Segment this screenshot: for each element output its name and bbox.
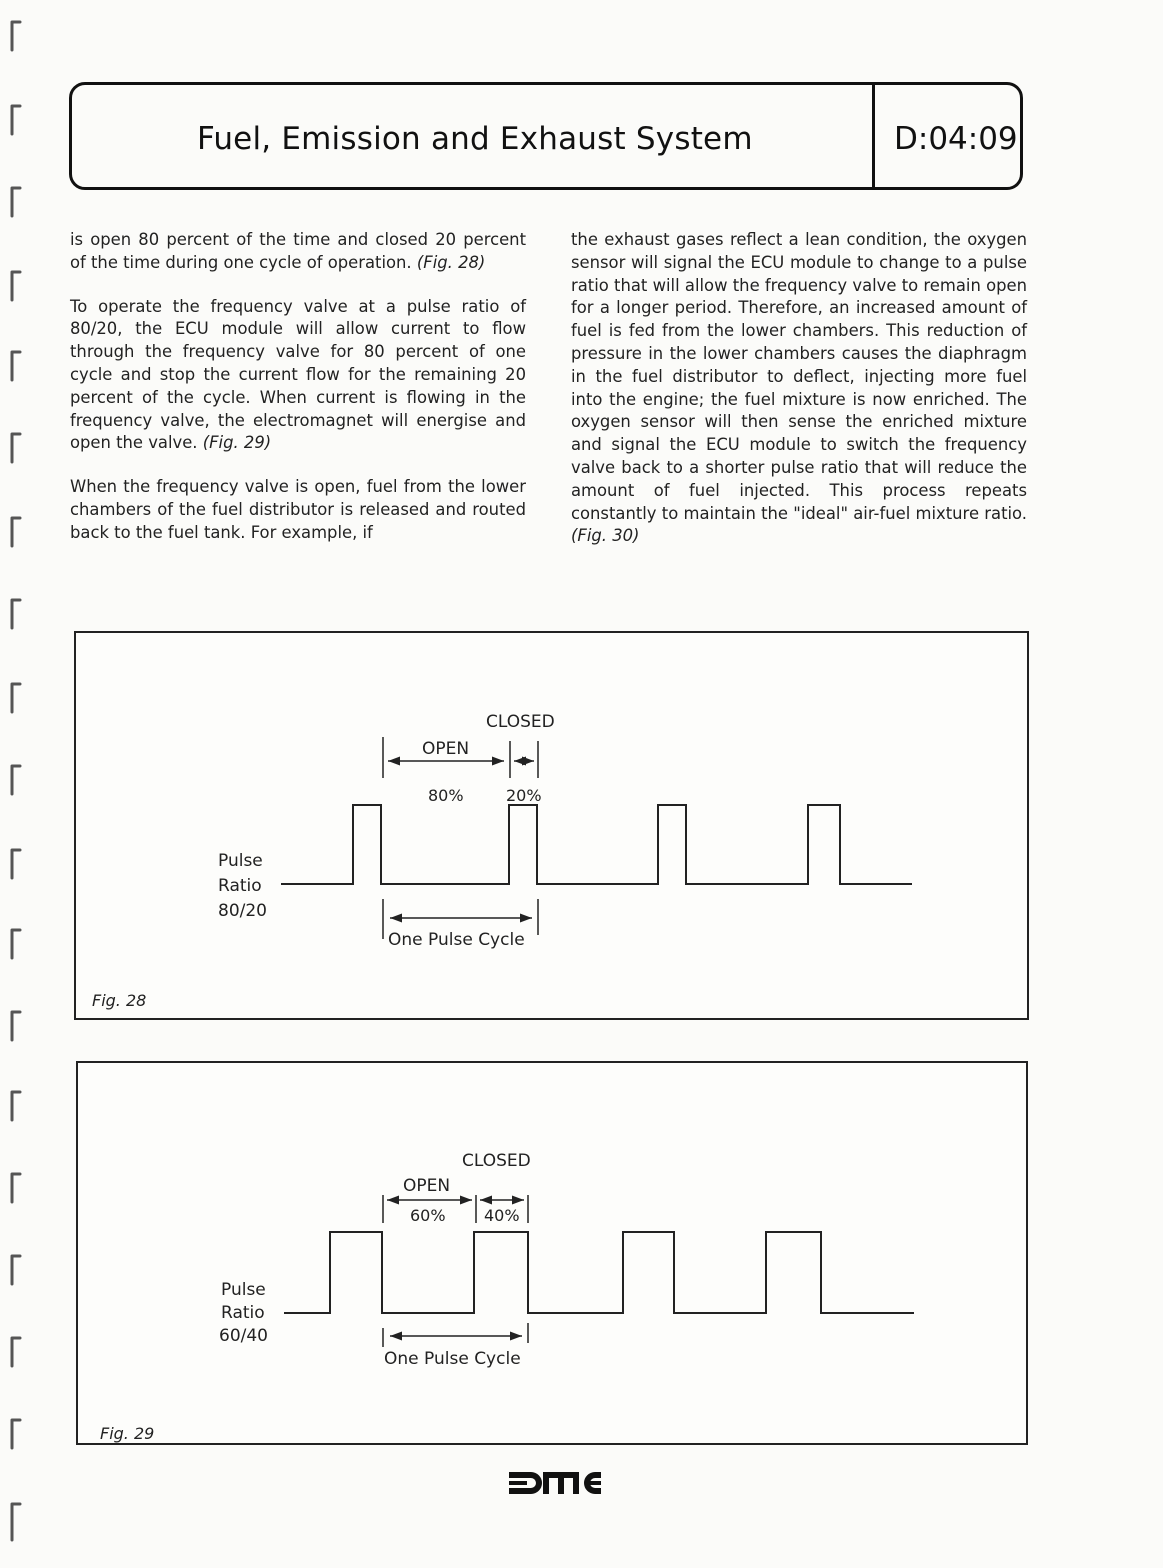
open-percent: 80% (428, 786, 464, 805)
paragraph: is open 80 percent of the time and closed 20 percent of the time during one cycle of operation. (Fig. 28) (70, 230, 526, 272)
axis-label-ratio: Ratio (221, 1303, 265, 1323)
page-code: D:04:09 (894, 121, 1018, 157)
cycle-label: One Pulse Cycle (388, 930, 525, 950)
body-column-right (571, 229, 1027, 569)
section-title: Fuel, Emission and Exhaust System (197, 121, 753, 157)
figure-28 (74, 631, 1029, 1020)
cycle-bracket (383, 1323, 528, 1347)
header-divider (872, 85, 875, 187)
dmc-logo (509, 1472, 601, 1494)
axis-label-pulse: Pulse (221, 1280, 266, 1300)
body-column-left (70, 229, 526, 566)
paragraph: When the frequency valve is open, fuel from the lower chambers of the fuel distributor is released and routed back to the fuel tank. For example, if (70, 477, 526, 542)
paragraph: the exhaust gases reflect a lean condition, the oxygen sensor will signal the ECU module to change to a pulse ratio that will allow the frequency valve to remain open for a longer period. Therefore, an increased amount of fuel is fed from the lower chambers. This reduction of pressure in the lower chambers causes the diaphragm in the fuel distributor to deflect, injecting more fuel into the engine; the fuel mixture is now enriched. The oxygen sensor will then sense the enriched mixture and signal the ECU module to switch the frequency valve back to a shorter pulse ratio that will reduce the amount of fuel injected. This process repeats constantly to maintain the "ideal" air-fuel mixture ratio. (Fig. 30) (571, 230, 1027, 546)
open-percent: 60% (410, 1206, 446, 1225)
open-label: OPEN (403, 1176, 451, 1196)
closed-percent: 20% (506, 786, 542, 805)
closed-label: CLOSED (462, 1151, 531, 1171)
pulse-waveform (284, 1232, 914, 1313)
figure-reference: (Fig. 29) (202, 433, 272, 453)
axis-label-value: 80/20 (218, 901, 267, 921)
page-header (69, 82, 1023, 190)
binding-marks (0, 0, 40, 1568)
pulse-ratio-diagram-80-20 (76, 633, 1031, 1022)
figure-29 (76, 1061, 1028, 1445)
axis-label-ratio: Ratio (218, 876, 262, 896)
figure-reference: (Fig. 30) (571, 526, 640, 546)
pulse-waveform (281, 805, 912, 884)
cycle-label: One Pulse Cycle (384, 1349, 521, 1369)
open-label: OPEN (422, 739, 470, 759)
closed-label: CLOSED (486, 712, 555, 732)
axis-label-pulse: Pulse (218, 851, 263, 871)
figure-reference: (Fig. 28) (416, 252, 486, 272)
axis-label-value: 60/40 (219, 1326, 268, 1346)
figure-label: Fig. 28 (92, 991, 147, 1010)
closed-percent: 40% (484, 1206, 520, 1225)
paragraph: To operate the frequency valve at a pulse ratio of 80/20, the ECU module will allow current to flow through the frequency valve for 80 percent of one cycle and stop the current flow for the remaining 20 percent of the cycle. When current is flowing in the frequency valve, the electromagnet will energise and open the valve. (Fig. 29) (70, 296, 526, 453)
figure-label: Fig. 29 (100, 1424, 155, 1443)
pulse-ratio-diagram-60-40 (78, 1063, 1030, 1447)
